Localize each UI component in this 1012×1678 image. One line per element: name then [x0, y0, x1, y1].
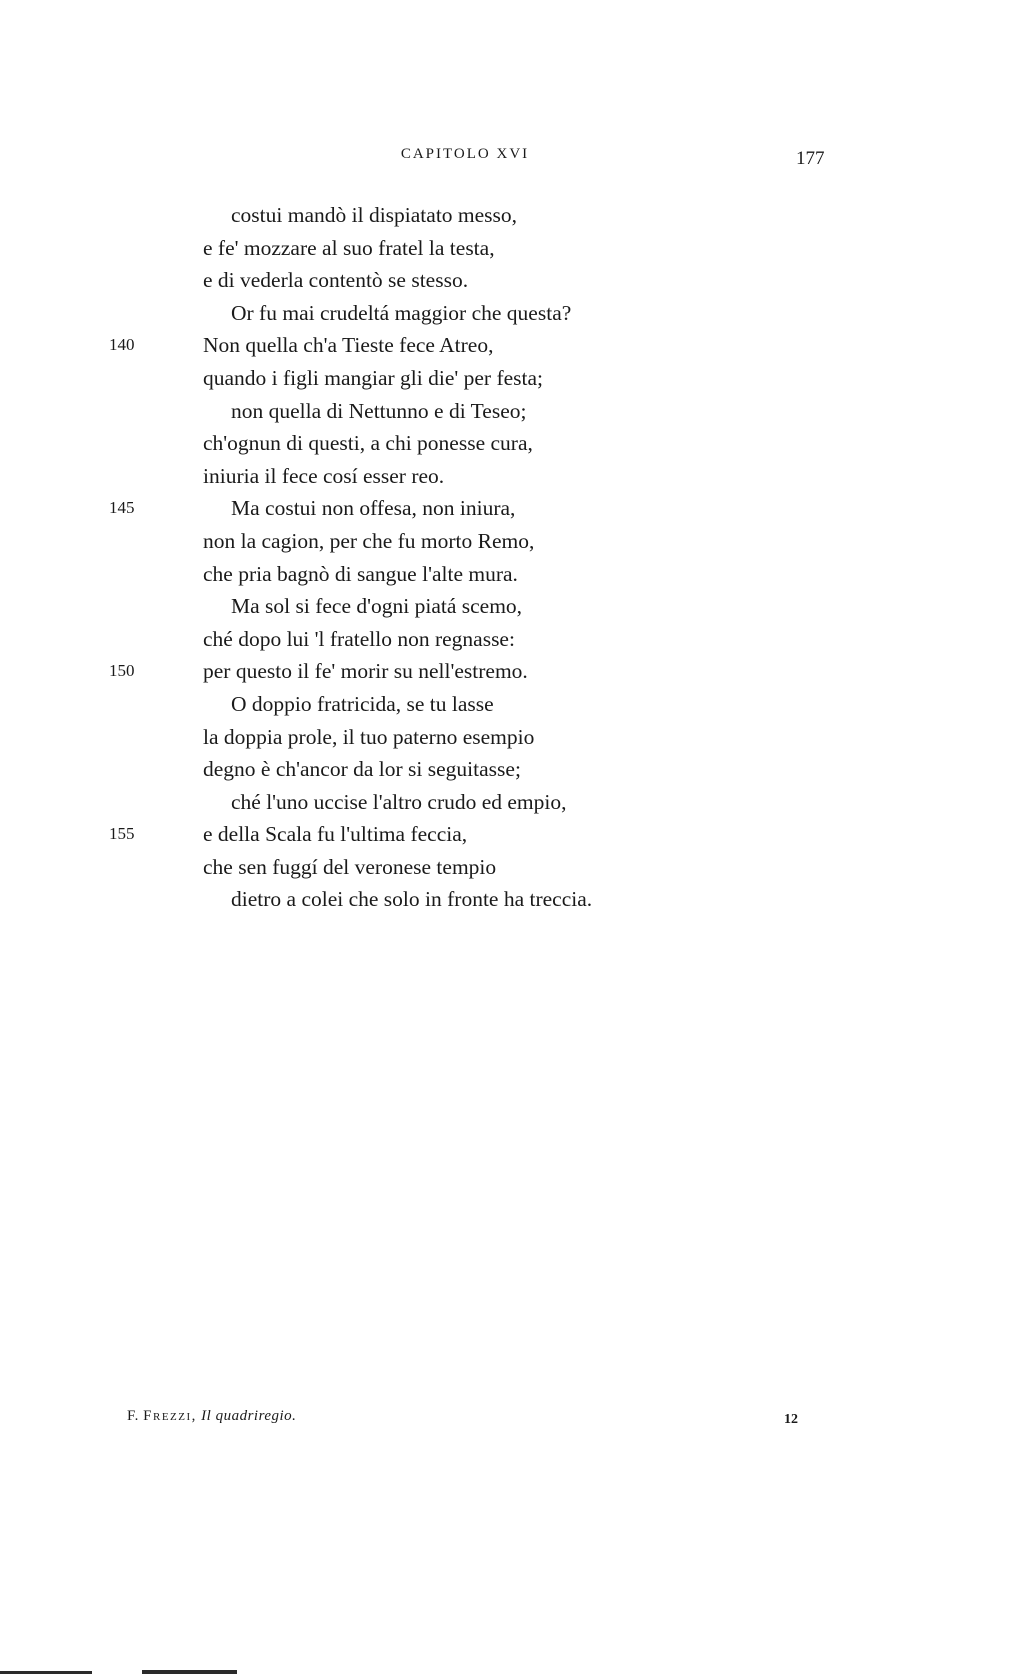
verse-text: quando i figli mangiar gli die' per festa; — [203, 365, 544, 390]
printer-signature-mark: 12 — [784, 1412, 798, 1427]
verse-line — [0, 851, 1012, 884]
line-number: 155 — [109, 824, 135, 844]
page-number: 177 — [796, 148, 825, 169]
verse-text: e della Scala fu l'ultima feccia, — [203, 822, 468, 847]
verse-text: la doppia prole, il tuo paterno esempio — [203, 724, 535, 749]
verse-line — [0, 460, 1012, 493]
verse-line — [0, 199, 1012, 232]
verse-line — [0, 623, 1012, 656]
poem-body — [0, 199, 1012, 916]
scan-artifact — [142, 1670, 237, 1674]
verse-line — [0, 232, 1012, 265]
verse-text: O doppio fratricida, se tu lasse — [231, 691, 494, 716]
verse-text: che sen fuggí del veronese tempio — [203, 854, 497, 879]
verse-text: dietro a colei che solo in fronte ha treccia. — [231, 887, 593, 912]
verse-line — [0, 297, 1012, 330]
line-number: 150 — [109, 661, 135, 681]
verse-text: Ma sol si fece d'ogni piatá scemo, — [231, 594, 523, 619]
verse-line — [0, 753, 1012, 786]
verse-text: iniuria il fece cosí esser reo. — [203, 463, 445, 488]
verse-line — [0, 427, 1012, 460]
verse-line — [0, 590, 1012, 623]
verse-line — [0, 525, 1012, 558]
verse-text: e fe' mozzare al suo fratel la testa, — [203, 235, 495, 260]
verse-text: ché l'uno uccise l'altro crudo ed empio, — [231, 789, 567, 814]
footer-author: Frezzi, — [143, 1408, 197, 1424]
scan-artifact — [0, 1671, 92, 1674]
verse-line — [0, 786, 1012, 819]
verse-text: Ma costui non offesa, non iniura, — [231, 496, 516, 521]
line-number: 145 — [109, 498, 135, 518]
verse-line — [0, 492, 1012, 525]
verse-line — [0, 721, 1012, 754]
footer-citation — [127, 1408, 296, 1425]
verse-line — [0, 558, 1012, 591]
verse-line — [0, 264, 1012, 297]
verse-line — [0, 395, 1012, 428]
running-header-title: CAPITOLO XVI — [400, 146, 530, 162]
verse-line — [0, 362, 1012, 395]
verse-text: Non quella ch'a Tieste fece Atreo, — [203, 333, 494, 358]
footer-work-title: Il quadriregio. — [201, 1408, 297, 1424]
verse-text: ché dopo lui 'l fratello non regnasse: — [203, 626, 515, 651]
verse-text: degno è ch'ancor da lor si seguitasse; — [203, 757, 521, 782]
verse-text: ch'ognun di questi, a chi ponesse cura, — [203, 431, 533, 456]
verse-line — [0, 329, 1012, 362]
verse-text: per questo il fe' morir su nell'estremo. — [203, 659, 528, 684]
verse-line — [0, 655, 1012, 688]
verse-text: non la cagion, per che fu morto Remo, — [203, 528, 535, 553]
verse-text: Or fu mai crudeltá maggior che questa? — [231, 300, 572, 325]
verse-line — [0, 818, 1012, 851]
line-number: 140 — [109, 335, 135, 355]
verse-text: e di vederla contentò se stesso. — [203, 268, 469, 293]
verse-line — [0, 688, 1012, 721]
verse-text: non quella di Nettunno e di Teseo; — [231, 398, 527, 423]
verse-text: che pria bagnò di sangue l'alte mura. — [203, 561, 518, 586]
footer-initial: F. — [127, 1408, 139, 1424]
verse-line — [0, 883, 1012, 916]
verse-text: costui mandò il dispiatato messo, — [231, 203, 518, 227]
